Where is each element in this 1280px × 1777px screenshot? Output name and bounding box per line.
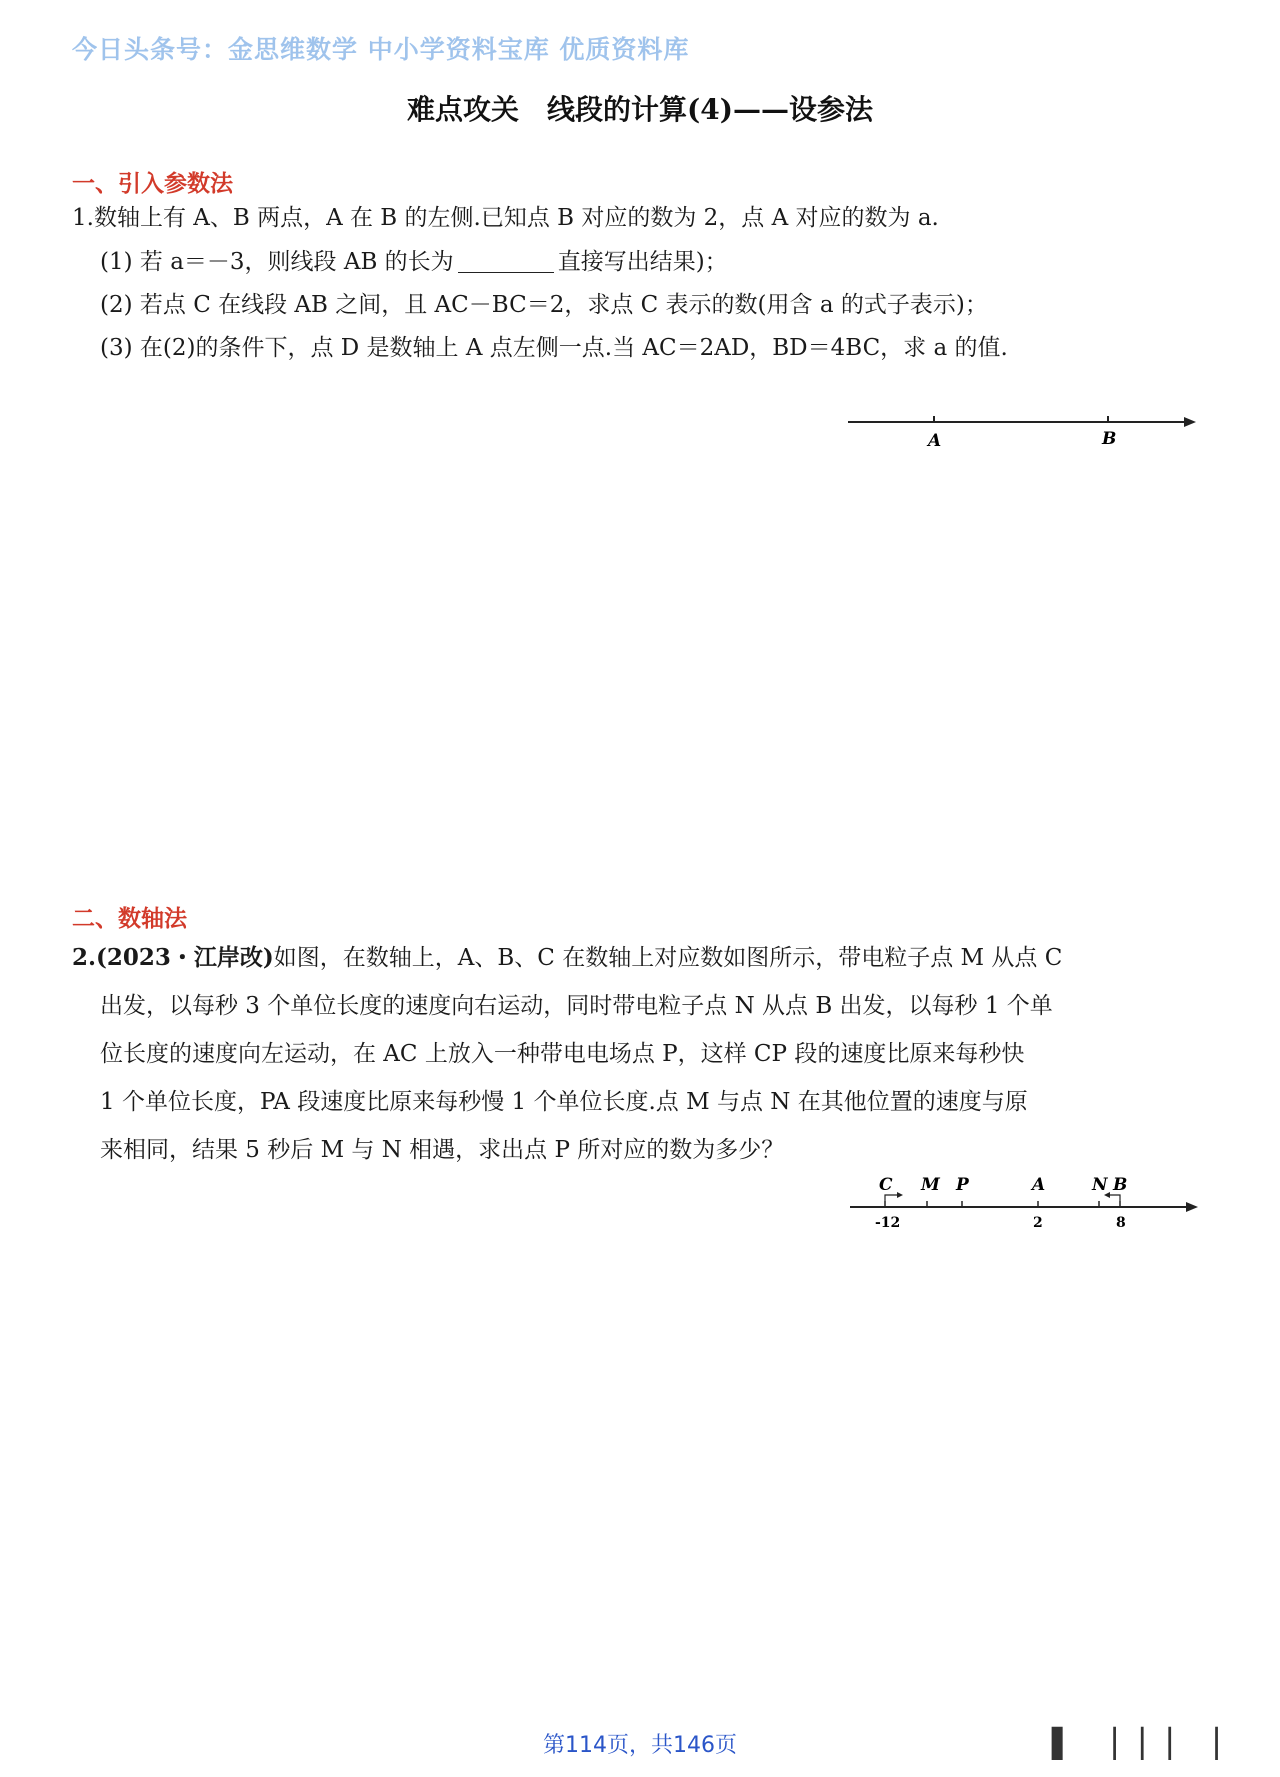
right-arrow-icon (885, 1195, 899, 1201)
question-2-line-2: 出发，以每秒 3 个单位长度的速度向右运动，同时带电粒子点 N 从点 B 出发，以每秒 1 个单 (100, 993, 1053, 1019)
axis2-label-n: N (1092, 1175, 1108, 1195)
question-2-source: 2.(2023・江岸改) (72, 944, 274, 971)
q2-line1-text: 如图，在数轴上，A、B、C 在数轴上对应数如图所示，带电粒子点 M 从点 C (273, 945, 1063, 971)
axis2-value-b: 8 (1116, 1215, 1126, 1231)
page-number-footer: 第114页，共146页 (543, 1733, 737, 1758)
axis2-label-c: C (879, 1175, 893, 1195)
scan-marks: ▌ ▏▏▏▕ (1052, 1727, 1224, 1760)
question-2-line-5: 来相同，结果 5 秒后 M 与 N 相遇，求出点 P 所对应的数为多少？ (100, 1137, 785, 1163)
question-2-line-4: 1 个单位长度，PA 段速度比原来每秒慢 1 个单位长度.点 M 与点 N 在其他位置的速度与原 (100, 1089, 1028, 1115)
question-2-line-1 (72, 943, 1062, 973)
section-1-heading: 一、引入参数法 (72, 171, 233, 197)
number-line-2 (845, 1175, 1200, 1235)
question-1-part-3: (3) 在(2)的条件下，点 D 是数轴上 A 点左侧一点.当 AC＝2AD，BD＝4BC，求 a 的值. (100, 335, 1008, 361)
axis1-label-a: A (928, 431, 942, 451)
watermark-text: 今日头条号：金思维数学 中小学资料宝库 优质资料库 (72, 35, 690, 64)
axis2-label-b: B (1113, 1175, 1128, 1195)
answer-blank (458, 250, 554, 273)
page-title: 难点攻关 线段的计算(4)——设参法 (407, 93, 873, 126)
axis2-value-a: 2 (1033, 1215, 1043, 1231)
axis2-value-c: -12 (875, 1215, 901, 1231)
section-2-heading: 二、数轴法 (72, 906, 187, 932)
question-1-stem: 1.数轴上有 A、B 两点，A 在 B 的左侧.已知点 B 对应的数为 2，点 A 对应的数为 a. (72, 205, 939, 231)
question-1-part-1 (100, 247, 728, 277)
axis2-label-p: P (956, 1175, 969, 1195)
question-1-part-2: (2) 若点 C 在线段 AB 之间，且 AC－BC＝2，求点 C 表示的数(用含 a 的式子表示)； (100, 292, 988, 318)
axis1-label-b: B (1102, 429, 1117, 449)
number-line-1 (840, 405, 1200, 455)
q1-part1-text: (1) 若 a＝－3，则线段 AB 的长为 (100, 249, 454, 275)
q1-part1-suffix: 直接写出结果)； (557, 249, 728, 275)
axis2-label-m: M (921, 1175, 940, 1195)
axis2-label-a: A (1032, 1175, 1046, 1195)
question-2-line-3: 位长度的速度向左运动，在 AC 上放入一种带电电场点 P，这样 CP 段的速度比原来每秒快 (100, 1041, 1025, 1067)
